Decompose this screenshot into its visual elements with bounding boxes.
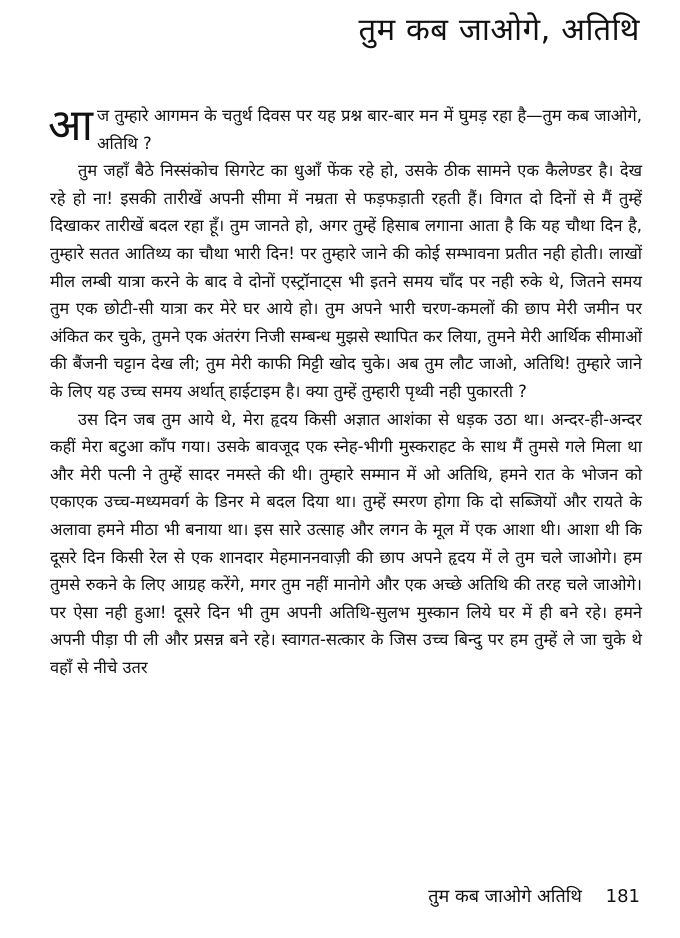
page-number: 181 bbox=[605, 886, 640, 907]
paragraph-2: तुम जहाँ बैठे निस्संकोच सिगरेट का धुआँ फेंक रहे हो, उसके ठीक सामने एक कैलेण्डर है। देख रहे हो ना! इसकी तारीखें अपनी सीमा में नम्रता से फड़फड़ाती रहती हैं। विगत दो दिनों से मैं तुम्हें दिखाकर तारीखें बदल रहा हूँ। तुम जानते हो, अगर तुम्हें हिसाब लगाना आता है कि यह चौथा दिन है, तुम्हारे सतत आतिथ्य का चौथा भारी दिन! पर तुम्हारे जाने की कोई सम्भावना प्रतीत नही होती। लाखों मील लम्बी यात्रा करने के बाद वे दोनों एस्ट्रॉनाट्स भी इतने समय चाँद पर नही रुके थे, जितने समय तुम एक छोटी-सी यात्रा कर मेरे घर आये हो। तुम अपने भारी चरण-कमलों की छाप मेरी जमीन पर अंकित कर चुके, तुमने एक अंतरंग निजी सम्बन्ध मुझसे स्थापित कर लिया, तुमने मेरी आर्थिक सीमाओं की बैंजनी चट्टान देख ली; तुम मेरी काफी मिट्टी खोद चुके। अब तुम लौट जाओ, अतिथि! तुम्हारे जाने के लिए यह उच्च समय अर्थात् हाईटाइम है। क्या तुम्हें तुम्हारी पृथ्वी नही पुकारती ? bbox=[50, 161, 642, 401]
paragraph-3: उस दिन जब तुम आये थे, मेरा हृदय किसी अज्ञात आशंका से धड़क उठा था। अन्दर-ही-अन्दर कहीं मेरा बटुआ काँप गया। उसके बावजूद एक स्नेह-भीगी मुस्कराहट के साथ मैं तुमसे गले मिला था और मेरी पत्नी ने तुम्हें सादर नमस्ते की थी। तुम्हारे सम्मान में ओ अतिथि, हमने रात के भोजन को एकाएक उच्च-मध्यमवर्ग के डिनर मे बदल दिया था। तुम्हें स्मरण होगा कि दो सब्जियों और रायते के अलावा हमने मीठा भी बनाया था। इस सारे उत्साह और लगन के मूल में एक आशा थी। आशा थी कि दूसरे दिन किसी रेल से एक शानदार मेहमाननवाज़ी की छाप अपने हृदय में ले तुम चले जाओगे। हम तुमसे रुकने के लिए आग्रह करेंगे, मगर तुम नहीं मानोगे और एक अच्छे अतिथि की तरह चले जाओगे। पर ऐसा नही हुआ! दूसरे दिन भी तुम अपनी अतिथि-सुलभ मुस्कान लिये घर में ही बने रहे। हमने अपनी पीड़ा पी ली और प्रसन्न बने रहे। स्वागत-सत्कार के जिस उच्च बिन्दु पर हम तुम्हें ले जा चुके थे वहाँ से नीचे उतर bbox=[50, 409, 642, 677]
running-title: तुम कब जाओगे अतिथि bbox=[428, 886, 582, 907]
drop-cap: आ bbox=[48, 100, 93, 151]
page-footer bbox=[428, 884, 640, 910]
chapter-title: तुम कब जाओगे, अतिथि bbox=[358, 12, 640, 48]
paragraph-1 bbox=[50, 102, 642, 157]
body-text bbox=[50, 102, 642, 681]
paragraph-1-text: ज तुम्हारे आगमन के चतुर्थ दिवस पर यह प्रश्न बार-बार मन में घुमड़ रहा है—तुम कब जाओगे, अतिथि ? bbox=[96, 106, 642, 153]
